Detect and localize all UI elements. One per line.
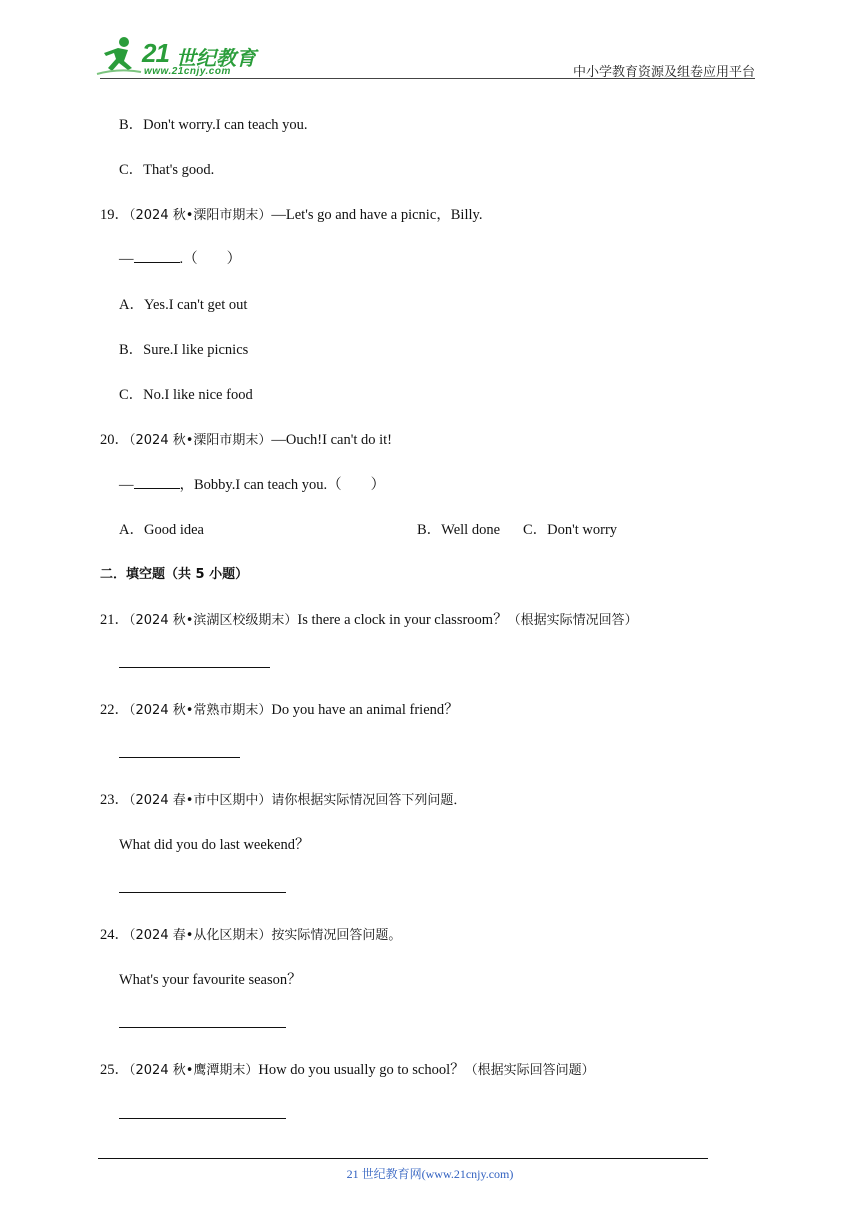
q24-line [100,923,401,944]
q25-answer-line[interactable] [119,1118,286,1119]
q24-instruction: 按实际情况回答问题。 [271,928,402,943]
q20-reply-suffix: ，Bobby.I can teach you.（ ） [179,477,386,493]
q20-line [100,428,392,449]
footer-divider [98,1158,708,1159]
q22-stem: Do you have an animal friend？ [271,702,459,718]
q23-line [100,788,466,809]
q20-reply [119,473,385,494]
q21-line [100,608,638,629]
q21-number: 21． [100,612,129,628]
section-2-title: 二．填空题（共 5 小题） [100,567,249,582]
logo-text: 世纪教育 [176,46,256,70]
q19-option-a: A．Yes.I can't get out [119,297,248,313]
q22-answer-line[interactable] [119,757,240,758]
q23-instruction: 请你根据实际情况回答下列问题． [271,793,467,808]
q22-number: 22． [100,702,129,718]
q19-reply [119,247,241,268]
q23-stem: What did you do last weekend？ [119,837,310,853]
q21-note: （根据实际情况回答） [507,613,638,628]
q22-line [100,698,459,719]
q19-stem: —Let's go and have a picnic，Billy. [271,207,483,223]
header-divider [100,78,755,79]
logo-url: www.21cnjy.com [144,66,231,77]
q22-source: （2024 秋•常熟市期末） [129,703,272,718]
q19-option-c: C．No.I like nice food [119,387,253,403]
site-logo [94,34,264,80]
q24-answer-line[interactable] [119,1027,286,1028]
q19-reply-suffix: .（ ） [179,251,242,267]
q18-option-c: C．That's good. [119,162,215,178]
logo-number: 21 [142,38,169,68]
q19-answer-blank[interactable] [134,248,180,263]
q23-number: 23． [100,792,129,808]
q20-option-b: B．Well done [417,522,500,538]
q19-line [100,203,482,224]
q25-line [100,1058,595,1079]
q19-option-b: B．Sure.I like picnics [119,342,249,358]
q23-answer-line[interactable] [119,892,286,893]
q19-source: （2024 秋•溧阳市期末） [129,208,272,223]
q20-option-a: A．Good idea [119,522,204,538]
q21-source: （2024 秋•滨湖区校级期末） [129,613,298,628]
q25-number: 25． [100,1062,129,1078]
q23-source: （2024 春•市中区期中） [129,793,272,808]
header-platform-text: 中小学教育资源及组卷应用平台 [572,65,755,80]
q20-reply-prefix: — [119,477,134,493]
q20-source: （2024 秋•溧阳市期末） [129,433,272,448]
q21-answer-line[interactable] [119,667,270,668]
q20-answer-blank[interactable] [134,474,180,489]
q25-note: （根据实际回答问题） [464,1063,595,1078]
footer-link[interactable]: 21 世纪教育网(www.21cnjy.com) [346,1167,514,1181]
q18-option-b: B．Don't worry.I can teach you. [119,117,308,133]
q21-stem: Is there a clock in your classroom？ [297,612,508,628]
q25-stem: How do you usually go to school？ [258,1062,465,1078]
q24-number: 24． [100,927,129,943]
q24-stem: What's your favourite season？ [119,972,302,988]
q20-option-c: C．Don't worry [523,522,618,538]
q25-source: （2024 秋•鹰潭期末） [129,1063,259,1078]
q20-number: 20． [100,432,129,448]
q24-source: （2024 春•从化区期末） [129,928,272,943]
running-man-icon [94,34,144,78]
q20-stem: —Ouch!I can't do it! [271,432,392,448]
q19-reply-prefix: — [119,251,134,267]
q19-number: 19． [100,207,129,223]
